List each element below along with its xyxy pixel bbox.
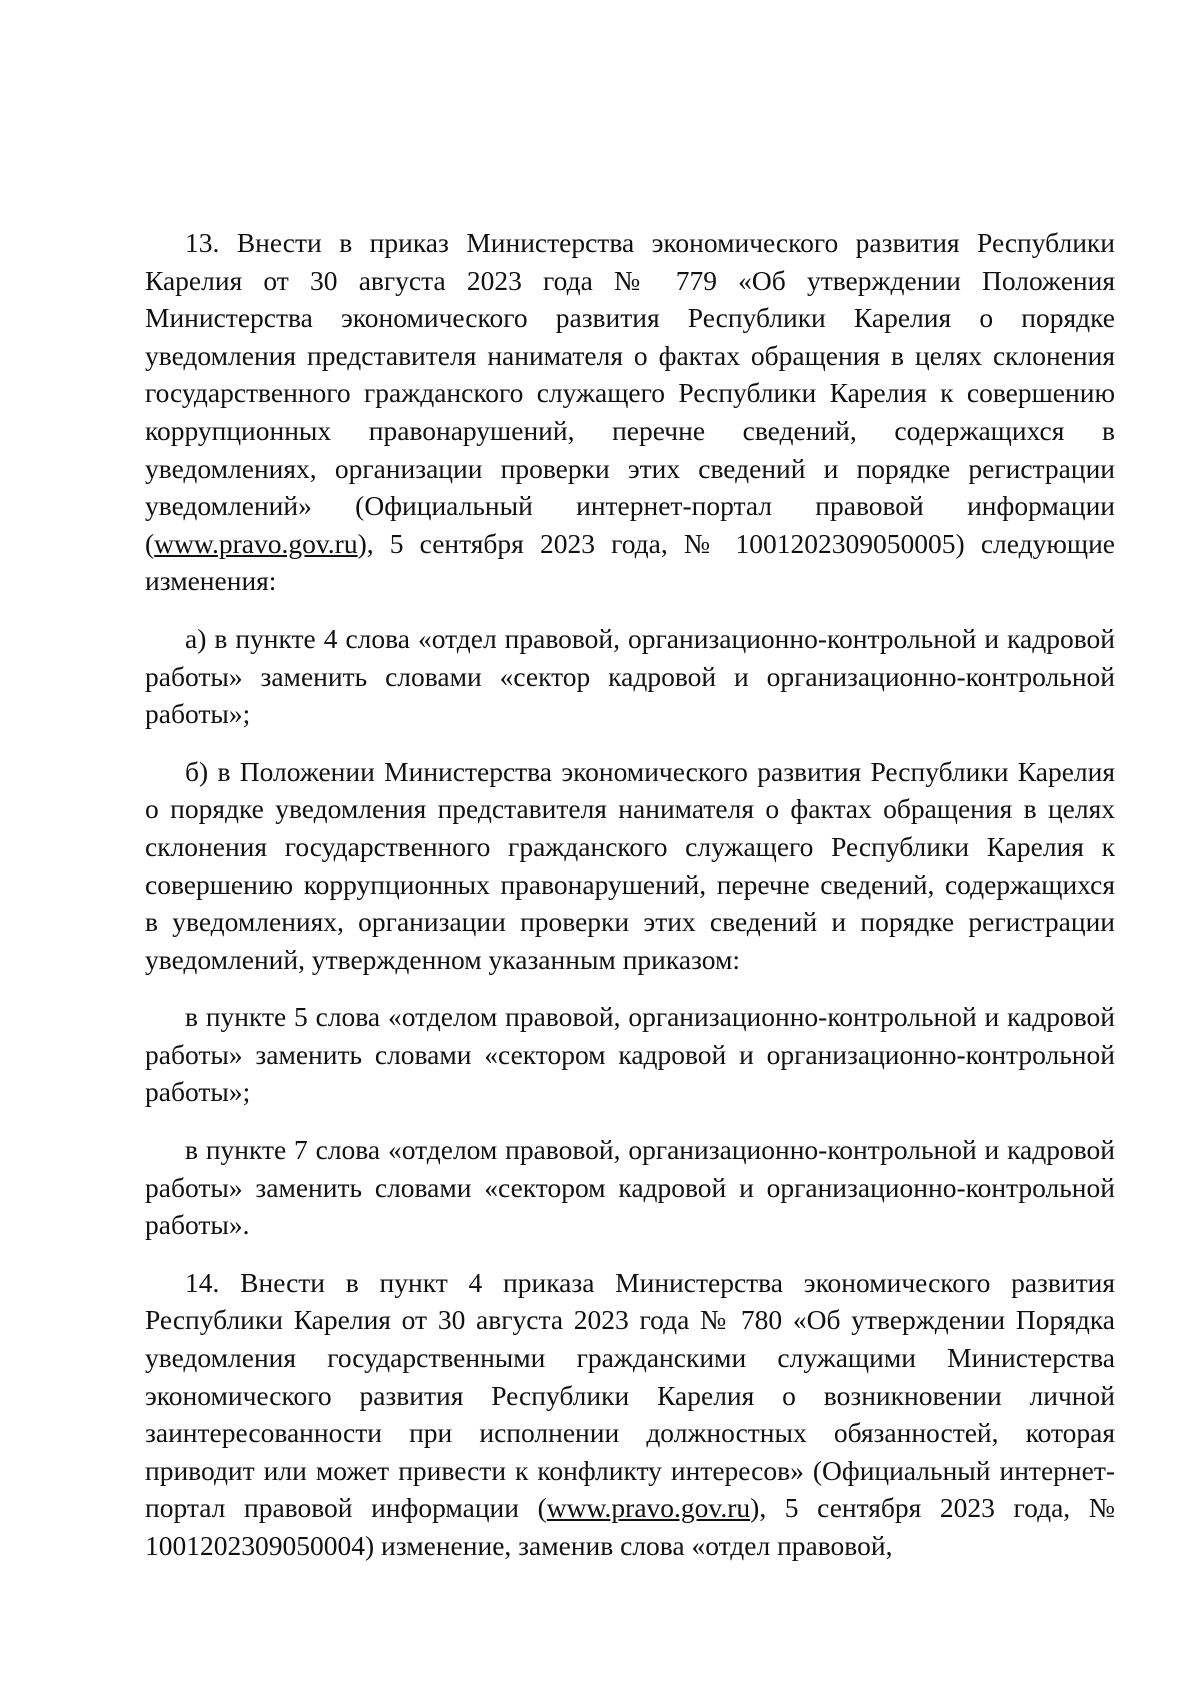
paragraph-14-text-end: ), 5 сентября 2023 года, № 1001202309050004) изменение, заменив слова «отдел правовой, <box>145 1492 1115 1561</box>
pravo-link-2[interactable]: www.pravo.gov.ru <box>546 1492 751 1524</box>
item-point-7: в пункте 7 слова «отделом правовой, организационно-контрольной и кадровой работы» заменить словами «сектором кадровой и организационно-контрольной работы». <box>145 1134 1115 1241</box>
paragraph-14-text-start: 14. Внести в пункт 4 приказа Министерства экономического развития Республики Карелия от 30 августа 2023 года № 780 «Об утверждении Порядка уведомления государственными гражданскими служащими Министерства экономического развития Республики Карелия о возникновении личной заинтересованности при исполнении должностных обязанностей, которая приводит или может привести к конфликту интересов» (Официальный интернет-портал правовой информации ( <box>145 1266 1115 1524</box>
subparagraph-a: а) в пункте 4 слова «отдел правовой, организационно-контрольной и кадровой работы» заменить словами «сектор кадровой и организационно-контрольной работы»; <box>145 622 1115 730</box>
item-point-5: в пункте 5 слова «отделом правовой, организационно-контрольной и кадровой работы» заменить словами «сектором кадровой и организационно-контрольной работы»; <box>145 1001 1115 1108</box>
subparagraph-b: б) в Положении Министерства экономического развития Республики Карелия о порядке уведомления представителя нанимателя о фактах обращения в целях склонения государственного гражданского служащего Республики Карелия к совершению коррупционных правонарушений, перечне сведений, содержащихся в уведомлениях, организации проверки этих сведений и порядке регистрации уведомлений, утвержденном указанным приказом: <box>145 755 1115 975</box>
paragraph-13-text-end: ), 5 сентября 2023 года, № 1001202309050005) следующие изменения: <box>145 527 1115 597</box>
pravo-link[interactable]: www.pravo.gov.ru <box>154 527 358 559</box>
paragraph-13 <box>145 224 1115 600</box>
paragraph-13-text-start: 13. Внести в приказ Министерства экономического развития Республики Карелия от 30 августа 2023 года № 779 «Об утверждении Положения Министерства экономического развития Республики Карелия о порядке уведомления представителя нанимателя о фактах обращения в целях склонения государственного гражданского служащего Республики Карелия к совершению коррупционных правонарушений, перечне сведений, содержащихся в уведомлениях, организации проверки этих сведений и порядке регистрации уведомлений» (Официальный интернет-портал правовой информации ( <box>145 227 1115 559</box>
paragraph-14 <box>145 1264 1115 1565</box>
document-page <box>145 224 1115 1585</box>
